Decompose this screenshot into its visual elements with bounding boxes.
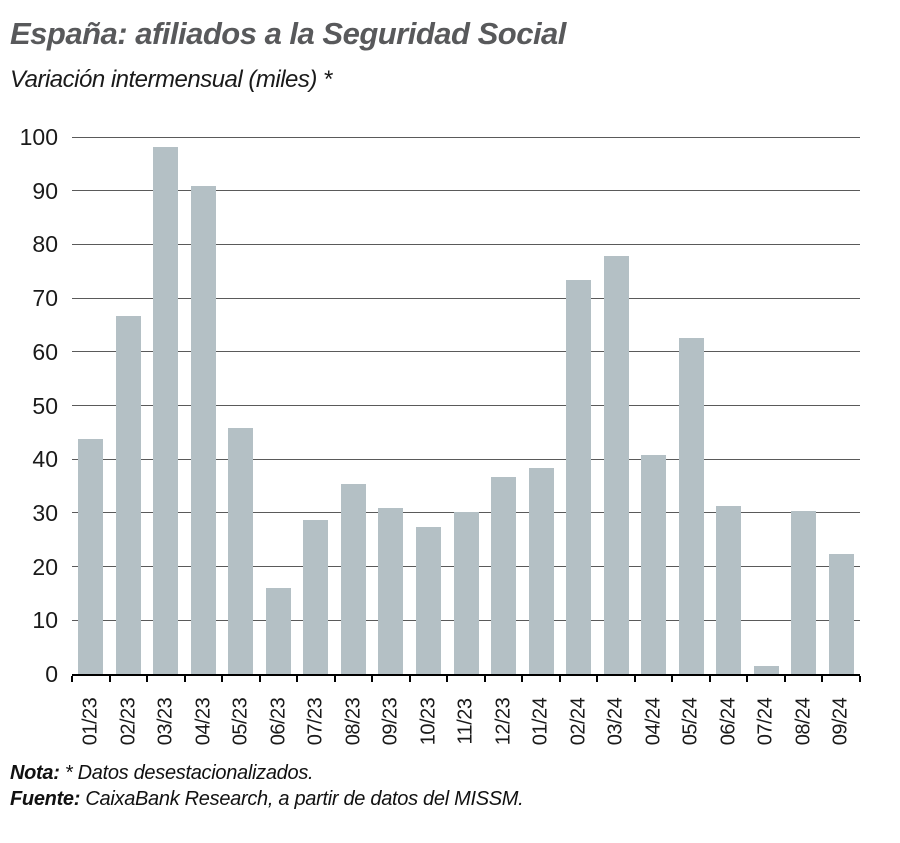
x-tick-label-text: 07/23 (304, 697, 327, 746)
source-line (10, 786, 523, 812)
x-axis-tick (671, 676, 673, 682)
x-axis-tick (521, 676, 523, 682)
y-tick-label-30: 30 (32, 499, 58, 526)
x-tick-label-05-23 (222, 684, 260, 758)
x-tick-label-text: 08/24 (792, 697, 815, 746)
bar-09-23 (378, 508, 403, 674)
x-axis-tick (334, 676, 336, 682)
bar-03-24 (604, 256, 629, 674)
bar-06-23 (266, 588, 291, 674)
x-tick-label-text: 04/24 (642, 697, 665, 746)
bar-08-23 (341, 484, 366, 674)
x-tick-label-08-24 (785, 684, 823, 758)
bar-09-24 (829, 554, 854, 674)
bar-04-24 (641, 455, 666, 674)
x-tick-label-text: 12/23 (492, 697, 515, 746)
x-tick-label-09-23 (372, 684, 410, 758)
x-tick-label-text: 05/23 (229, 697, 252, 746)
x-axis-tick (859, 676, 861, 682)
x-axis-tick (634, 676, 636, 682)
bar-02-23 (116, 316, 141, 674)
y-tick-label-100: 100 (19, 124, 58, 150)
y-tick-label-10: 10 (32, 607, 58, 634)
bar-05-23 (228, 428, 253, 674)
plot-area (72, 137, 860, 676)
bar-04-23 (191, 186, 216, 674)
source-label: Fuente: (10, 788, 81, 810)
x-tick-label-06-24 (710, 684, 748, 758)
bar-07-24 (754, 666, 779, 674)
x-tick-label-text: 03/24 (604, 697, 627, 746)
bar-10-23 (416, 527, 441, 674)
x-axis-tick (446, 676, 448, 682)
x-tick-label-07-24 (747, 684, 785, 758)
x-axis-tick (784, 676, 786, 682)
y-tick-label-50: 50 (32, 392, 58, 419)
note-label: Nota: (10, 762, 60, 784)
note-text: * Datos desestacionalizados. (59, 762, 314, 784)
x-tick-label-08-23 (335, 684, 373, 758)
y-tick-label-70: 70 (32, 285, 58, 312)
x-tick-label-04-23 (185, 684, 223, 758)
bar-07-23 (303, 520, 328, 674)
x-axis-tick (184, 676, 186, 682)
chart-subtitle: Variación intermensual (miles) * (10, 66, 332, 93)
x-axis-tick (259, 676, 261, 682)
y-tick-label-20: 20 (32, 553, 58, 580)
x-tick-label-02-24 (560, 684, 598, 758)
chart-footnotes (10, 760, 523, 812)
bar-03-23 (153, 147, 178, 674)
bar-05-24 (679, 338, 704, 674)
x-tick-label-text: 03/23 (154, 697, 177, 746)
x-tick-label-text: 05/24 (679, 697, 702, 746)
x-tick-label-05-24 (672, 684, 710, 758)
y-tick-label-60: 60 (32, 338, 58, 365)
x-tick-label-01-23 (72, 684, 110, 758)
source-text: CaixaBank Research, a partir de datos del MISSM. (80, 788, 524, 810)
y-tick-label-80: 80 (32, 231, 58, 258)
x-tick-label-text: 06/24 (717, 697, 740, 746)
x-axis-tick (221, 676, 223, 682)
y-tick-label-0: 0 (45, 661, 58, 687)
x-tick-label-text: 10/23 (416, 697, 439, 746)
bar-08-24 (791, 511, 816, 674)
y-tick-label-90: 90 (32, 177, 58, 204)
gridline-y-100 (72, 137, 860, 138)
x-axis-tick (484, 676, 486, 682)
x-tick-label-text: 01/24 (529, 697, 552, 746)
x-axis-tick (596, 676, 598, 682)
x-tick-label-text: 01/23 (79, 697, 102, 746)
x-axis-tick (709, 676, 711, 682)
x-tick-label-03-24 (597, 684, 635, 758)
x-tick-label-12-23 (485, 684, 523, 758)
x-tick-label-10-23 (410, 684, 448, 758)
x-tick-label-text: 02/23 (116, 697, 139, 746)
note-line (10, 760, 523, 786)
bar-02-24 (566, 280, 591, 674)
x-axis-tick (409, 676, 411, 682)
bar-06-24 (716, 506, 741, 674)
x-tick-label-text: 02/24 (567, 697, 590, 746)
x-axis-tick (109, 676, 111, 682)
bar-01-23 (78, 439, 103, 674)
x-tick-label-text: 09/23 (379, 697, 402, 746)
x-tick-label-text: 06/23 (266, 697, 289, 746)
x-axis-tick (296, 676, 298, 682)
bar-11-23 (454, 512, 479, 674)
x-axis-tick (821, 676, 823, 682)
x-tick-label-text: 08/23 (341, 697, 364, 746)
x-axis-tick (371, 676, 373, 682)
y-tick-label-40: 40 (32, 446, 58, 473)
x-tick-label-07-23 (297, 684, 335, 758)
bar-01-24 (529, 468, 554, 674)
chart-title: España: afiliados a la Seguridad Social (10, 16, 566, 51)
x-tick-label-11-23 (447, 684, 485, 758)
x-axis-tick (71, 676, 73, 682)
x-axis-tick (146, 676, 148, 682)
x-tick-label-text: 09/24 (829, 697, 852, 746)
x-tick-label-text: 11/23 (454, 698, 477, 745)
x-tick-label-01-24 (522, 684, 560, 758)
x-tick-label-02-23 (110, 684, 148, 758)
x-tick-label-text: 04/23 (191, 697, 214, 746)
x-axis-tick (559, 676, 561, 682)
x-axis-tick (746, 676, 748, 682)
x-tick-label-06-23 (260, 684, 298, 758)
x-tick-label-04-24 (635, 684, 673, 758)
x-tick-label-03-23 (147, 684, 185, 758)
x-tick-label-09-24 (822, 684, 860, 758)
bar-12-23 (491, 477, 516, 674)
x-tick-label-text: 07/24 (754, 697, 777, 746)
